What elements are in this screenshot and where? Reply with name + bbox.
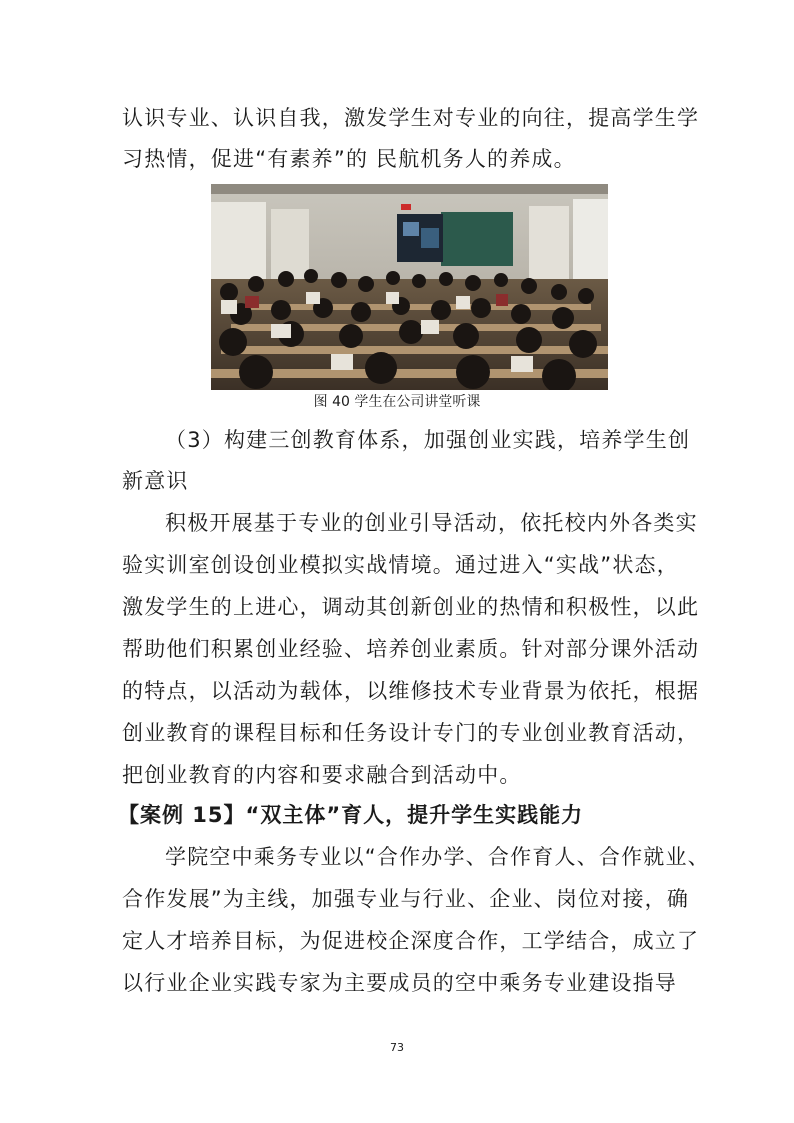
body-text-line: 定人才培养目标，为促进校企深度合作，工学结合，成立了 xyxy=(122,929,700,953)
page-number: 73 xyxy=(390,1041,404,1054)
body-text-line: 创业教育的课程目标和任务设计专门的专业创业教育活动， xyxy=(122,721,700,745)
body-text-line: 以行业企业实践专家为主要成员的空中乘务专业建设指导 xyxy=(122,971,677,995)
body-text-line: 习热情，促进“有素养”的 民航机务人的养成。 xyxy=(122,147,576,171)
body-text-line: 的特点，以活动为载体，以维修技术专业背景为依托，根据 xyxy=(122,679,700,703)
body-text-line: 认识专业、认识自我，激发学生对专业的向往，提高学生学 xyxy=(122,106,700,130)
body-text-line: 验实训室创设创业模拟实战情境。通过进入“实战”状态， xyxy=(122,553,679,577)
body-text-line: 把创业教育的内容和要求融合到活动中。 xyxy=(122,763,522,787)
section-heading-line: 新意识 xyxy=(122,469,189,493)
body-text-line: 帮助他们积累创业经验、培养创业素质。针对部分课外活动 xyxy=(122,637,700,661)
body-text-line: 合作发展”为主线，加强专业与行业、企业、岗位对接，确 xyxy=(122,887,690,911)
body-text-line: 学院空中乘务专业以“合作办学、合作育人、合作就业、 xyxy=(165,845,710,869)
figure-caption: 图 40 学生在公司讲堂听课 xyxy=(313,394,481,410)
lecture-hall-photo xyxy=(211,184,608,390)
case-heading: 【案例 15】“双主体”育人，提升学生实践能力 xyxy=(118,803,584,827)
section-heading-line: （3）构建三创教育体系，加强创业实践，培养学生创 xyxy=(165,428,691,452)
body-text-line: 激发学生的上进心，调动其创新创业的热情和积极性，以此 xyxy=(122,595,700,619)
body-text-line: 积极开展基于专业的创业引导活动，依托校内外各类实 xyxy=(165,511,698,535)
